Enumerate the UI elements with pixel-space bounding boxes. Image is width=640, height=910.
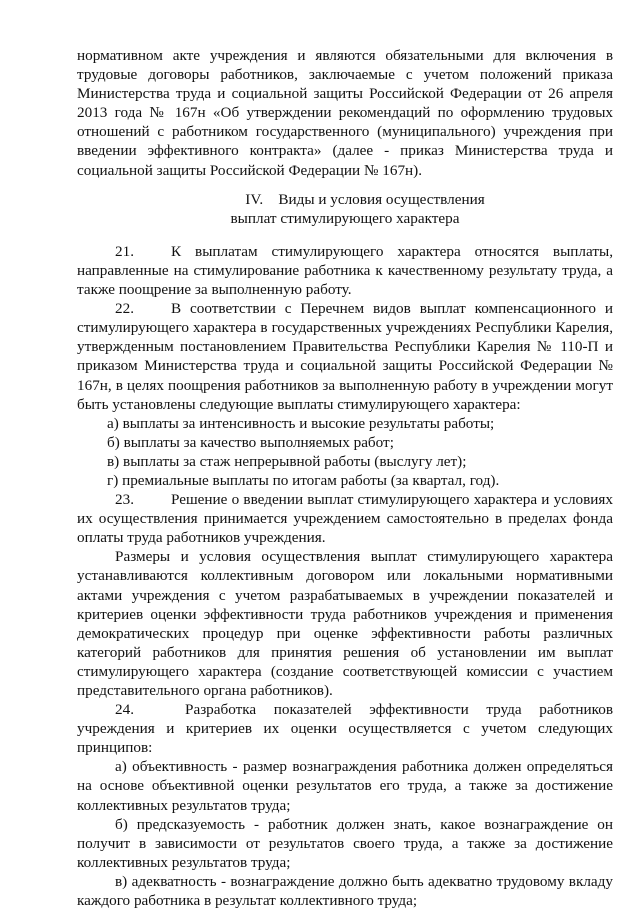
list-item-24c: в) адекватность - вознаграждение должно быть адекватно трудовому вкладу каждого работника в результат коллективного труда;: [77, 872, 613, 910]
section-numeral: IV.: [245, 190, 264, 208]
paragraph-21-number: 21.: [115, 242, 134, 260]
section-title-line1: Виды и условия осуществления: [278, 190, 485, 208]
section-heading: [77, 190, 613, 228]
list-item-24a: а) объективность - размер вознаграждения работника должен определяться на основе объективной оценки результатов его труда, а также за достижение коллективных результатов труда;: [77, 758, 613, 814]
paragraph-22: [77, 299, 613, 414]
paragraph-24: [77, 700, 613, 757]
paragraph-21: [77, 242, 613, 299]
document-page: [77, 46, 613, 910]
paragraph-intro: нормативном акте учреждения и являются обязательными для включения в трудовые договоры работников, заключаемые с учетом положений приказа Министерства труда и социальной защиты Российской Федерации от 26 апреля 2013 года № 167н «Об утверждении рекомендаций по оформлению трудовых отношений с работником государственного (муниципального) учреждения при введении эффективного контракта» (далее - приказ Министерства труда и социальной защиты Российской Федерации № 167н).: [77, 47, 613, 179]
list-item-22b: б) выплаты за качество выполняемых работ;: [107, 433, 394, 451]
section-title-line2: выплат стимулирующего характера: [230, 209, 460, 227]
list-item-24b: б) предсказуемость - работник должен знать, какое вознаграждение он получит в зависимости от результатов своего труда, а также за достижение коллективных результатов труда;: [77, 815, 613, 871]
list-item-22c: в) выплаты за стаж непрерывной работы (выслугу лет);: [107, 452, 467, 470]
paragraph-23: [77, 490, 613, 547]
list-item-22d: г) премиальные выплаты по итогам работы (за квартал, год).: [107, 471, 500, 489]
section-heading-line1: [77, 190, 613, 209]
paragraph-24-text: Разработка показателей эффективности труда работников учреждения и критериев их оценки осуществляется с учетом следующих принципов:: [77, 701, 613, 757]
paragraph-21-text: К выплатам стимулирующего характера относятся выплаты, направленные на стимулирование работника к качественному результату труда, а также поощрение за выполненную работу.: [77, 242, 613, 299]
paragraph-22-number: 22.: [115, 300, 134, 318]
paragraph-24-number: 24.: [115, 701, 134, 719]
paragraph-22-text: В соответствии с Перечнем видов выплат компенсационного и стимулирующего характера в государственных учреждениях Республики Карелия, утвержденным постановлением Правительства Республики Карелия № 110-П и приказом Министерства труда и социальной защиты Российской Федерации № 167н, в целях поощрения работников за выполненную работу в учреждении могут быть установлены следующие выплаты стимулирующего характера:: [77, 300, 613, 413]
paragraph-23-continuation: Размеры и условия осуществления выплат стимулирующего характера устанавливаются коллективным договором или локальными нормативными актами учреждения с учетом разрабатываемых в учреждении показателей и критериев оценки эффективности труда работников учреждения и применения демократических процедур при оценке эффективности работы различных категорий работников для принятия решения об установлении им выплат стимулирующего характера (создание соответствующей комиссии с участием представительного органа работников).: [77, 548, 613, 699]
paragraph-23-text: Решение о введении выплат стимулирующего характера и условиях их осуществления принимается учреждением самостоятельно в пределах фонда оплаты труда работников учреждения.: [77, 491, 613, 547]
list-item-22a: а) выплаты за интенсивность и высокие результаты работы;: [107, 414, 495, 432]
paragraph-23-number: 23.: [115, 491, 134, 509]
